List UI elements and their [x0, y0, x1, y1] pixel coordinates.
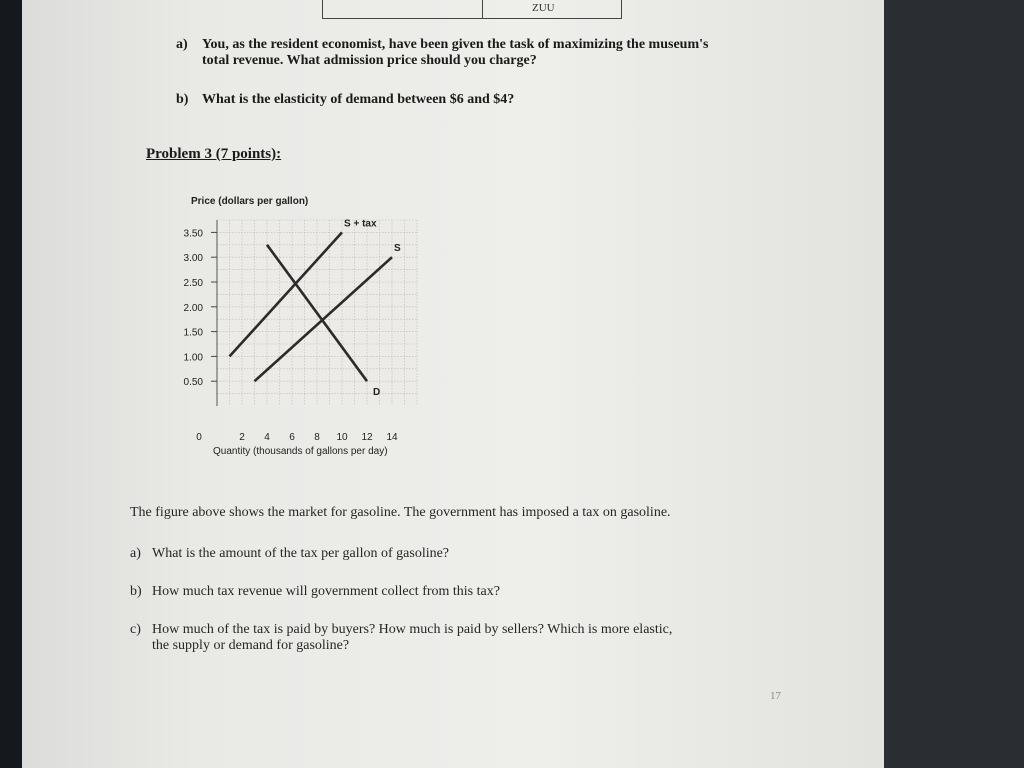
question-b-text: What is the elasticity of demand between $6 and $4?: [202, 92, 515, 107]
question-3a-label: a): [130, 546, 141, 561]
series-label-d: D: [373, 387, 381, 399]
x-tick-label: 14: [386, 432, 398, 443]
x-tick-label: 8: [314, 432, 320, 443]
question-b-label: b): [176, 92, 189, 107]
right-bezel: [884, 0, 1024, 768]
x-tick-label: 10: [336, 432, 348, 443]
question-3c: [130, 622, 672, 654]
y-tick-label: 2.00: [183, 302, 203, 314]
series-label: S + tax: [344, 218, 377, 230]
y-tick-label: 1.50: [183, 327, 203, 339]
question-3a: [130, 546, 449, 562]
question-3a-text: What is the amount of the tax per gallon of gasoline?: [152, 546, 450, 561]
table-fragment-text: ZUU: [532, 2, 555, 14]
question-a-label: a): [176, 37, 188, 52]
document-page: [22, 0, 884, 768]
question-3c-label: c): [130, 622, 141, 637]
x-tick-label: 12: [361, 432, 373, 443]
gasoline-market-chart: [147, 188, 447, 468]
y-axis-title: Price (dollars per gallon): [191, 196, 309, 207]
question-b: [176, 92, 514, 108]
problem-title: Problem 3 (7 points):: [146, 146, 282, 162]
page-number: 17: [770, 690, 781, 702]
question-3b: [130, 584, 500, 600]
y-tick-label: 2.50: [183, 278, 203, 289]
top-table-fragment: [322, 0, 622, 20]
question-a-line1: You, as the resident economist, have been given the task of maximizing the museum's: [202, 37, 709, 52]
y-tick-label: 1.00: [183, 352, 203, 364]
intro-text: The figure above shows the market for gasoline. The government has imposed a tax on gasoline.: [130, 505, 671, 520]
y-tick-label: 0.50: [183, 377, 203, 389]
left-bezel: [0, 0, 22, 768]
question-a: [176, 37, 708, 69]
origin-label: 0: [196, 432, 202, 443]
question-3b-label: b): [130, 584, 142, 599]
question-3b-text: How much tax revenue will government collect from this tax?: [152, 584, 500, 599]
series-label: S: [394, 243, 401, 255]
chart-svg: [147, 188, 447, 468]
x-tick-label: 2: [239, 432, 245, 443]
question-a-line2: total revenue. What admission price should you charge?: [202, 53, 537, 68]
question-3c-text: How much of the tax is paid by buyers? How much is paid by sellers? Which is more elastic,: [152, 622, 673, 637]
x-axis-title: Quantity (thousands of gallons per day): [213, 446, 388, 457]
question-3c-text-cont: the supply or demand for gasoline?: [152, 638, 350, 653]
x-tick-label: 6: [289, 432, 295, 443]
y-tick-label: 3.50: [183, 228, 203, 240]
y-tick-label: 3.00: [183, 253, 203, 265]
x-tick-label: 4: [264, 432, 270, 443]
